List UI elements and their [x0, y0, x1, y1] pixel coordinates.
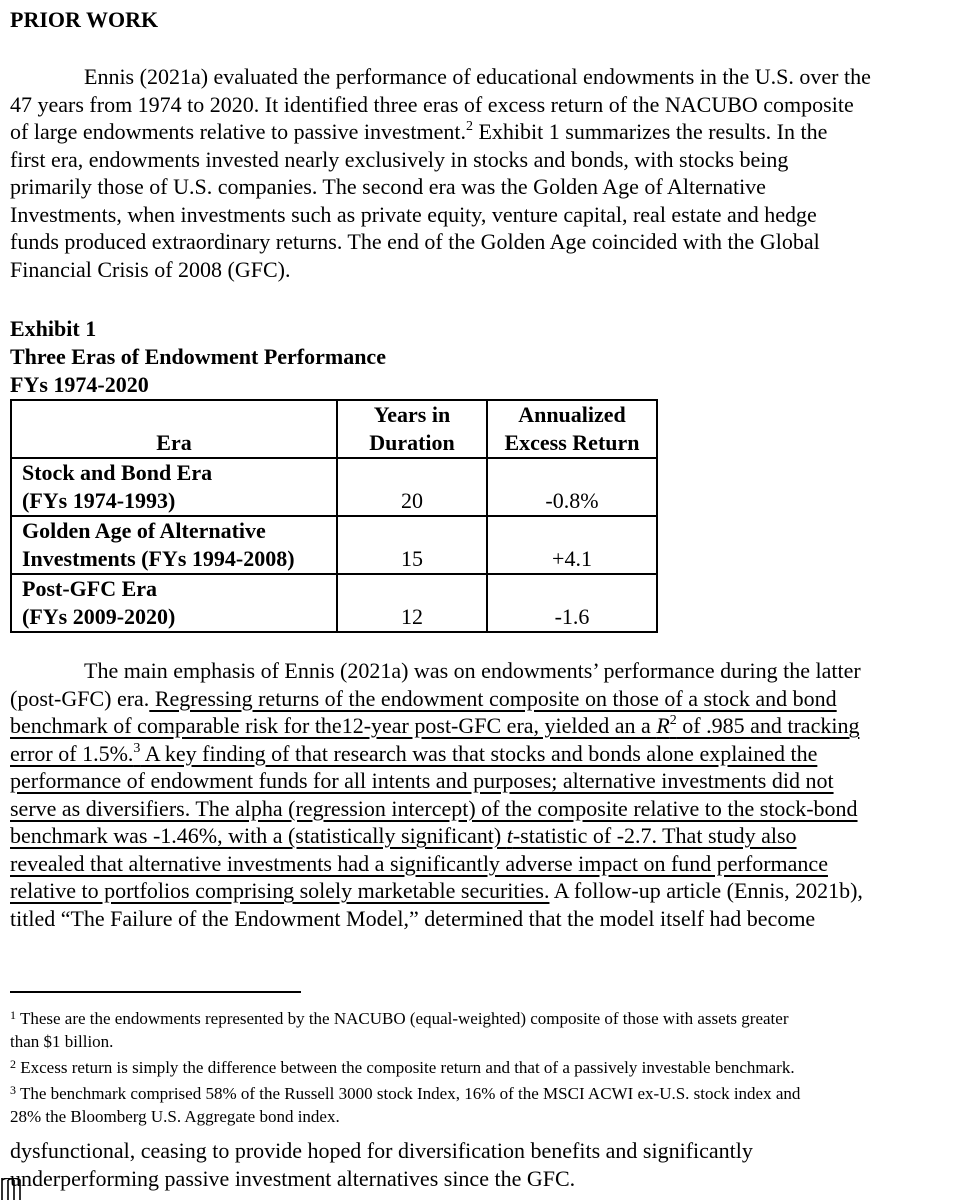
footnote-1-cont: than $1 billion.: [10, 1032, 114, 1051]
exhibit-table: [10, 399, 658, 633]
text: A key finding of that research was that stocks and bonds alone explained the: [140, 740, 818, 766]
t-symbol: t: [506, 823, 513, 848]
footnote-number: 1: [10, 1008, 16, 1022]
paragraph-line: [10, 850, 955, 878]
header-era: Era: [11, 400, 337, 458]
era-line: (FYs 2009-2020): [22, 604, 176, 629]
section-title: PRIOR WORK: [10, 7, 159, 32]
paragraph-line: [10, 877, 955, 905]
text: Ennis (2021a) evaluated the performance of educational endowments in the U.S. over the: [84, 64, 871, 89]
paragraph-line: funds produced extraordinary returns. The end of the Golden Age coincided with the Global: [10, 229, 820, 254]
text: error of 1.5%.: [10, 740, 134, 766]
text: benchmark was -1.46%, with a (statistically significant): [10, 823, 507, 848]
footnote-text: The benchmark comprised 58% of the Russell 3000 stock Index, 16% of the MSCI ACWI ex-U.S. stock index and: [16, 1084, 801, 1103]
text: of large endowments relative to passive investment.: [10, 119, 466, 144]
paragraph-line: [10, 767, 955, 795]
exhibit-title: Three Eras of Endowment Performance: [10, 344, 386, 369]
emphasis-paragraph: [10, 657, 955, 932]
paragraph-line: primarily those of U.S. companies. The second era was the Golden Age of Alternative: [10, 174, 766, 199]
paragraph-line: Financial Crisis of 2008 (GFC).: [10, 256, 291, 282]
era-line: Investments (FYs 1994-2008): [22, 546, 295, 571]
paragraph-line: 47 years from 1974 to 2020. It identified three eras of excess return of the NACUBO composite: [10, 91, 854, 117]
paragraph-line: [10, 118, 955, 146]
header-line: Years in: [373, 402, 451, 427]
era-cell: [11, 516, 337, 574]
paragraph-line: [10, 685, 955, 713]
superscript: 2: [669, 713, 677, 728]
years-cell: 20: [337, 458, 487, 516]
text: of .985 and tracking: [676, 713, 860, 738]
underlined-text: [10, 713, 859, 738]
footnote-ref[interactable]: 3: [133, 740, 141, 756]
paragraph-line: Investments, when investments such as private equity, venture capital, real estate and hedge: [10, 201, 817, 227]
footnote-number: 2: [10, 1057, 16, 1071]
paragraph-line: [10, 822, 955, 850]
header-excess: [487, 400, 657, 458]
text: (post-GFC) era.: [10, 685, 150, 711]
paragraph-line: [10, 740, 955, 768]
footnote-3-cont: 28% the Bloomberg U.S. Aggregate bond index.: [10, 1107, 340, 1126]
footnote-number: 3: [10, 1083, 16, 1097]
r-squared-symbol: R: [656, 713, 670, 738]
era-cell: [11, 458, 337, 516]
years-cell: 12: [337, 574, 487, 632]
text-cursor-icon: [0, 1178, 26, 1200]
continuation-paragraph: [10, 1137, 955, 1192]
footnote-text: Excess return is simply the difference between the composite return and that of a passively investable benchmark.: [16, 1058, 795, 1077]
exhibit-label: Exhibit 1: [10, 316, 97, 341]
era-line: (FYs 1974-1993): [22, 488, 176, 513]
underlined-text: performance of endowment funds for all intents and purposes; alternative investments did not: [10, 768, 834, 793]
era-line: Stock and Bond Era: [22, 460, 213, 485]
exhibit-subtitle: FYs 1974-2020: [10, 372, 149, 397]
era-cell: [11, 574, 337, 632]
footnote-2: [10, 1053, 945, 1079]
header-line: Duration: [369, 430, 455, 455]
underlined-text: serve as diversifiers. The alpha (regression intercept) of the composite relative to the stock-bond: [10, 795, 858, 821]
paragraph-line: [10, 657, 955, 685]
excess-cell: -1.6: [487, 574, 657, 632]
paragraph-line: first era, endowments invested nearly exclusively in stocks and bonds, with stocks being: [10, 146, 789, 172]
paragraph-line: [10, 63, 955, 91]
years-cell: 15: [337, 516, 487, 574]
underlined-text: [10, 741, 817, 766]
header-line: Annualized: [518, 402, 626, 427]
underlined-text: Regressing returns of the endowment composite on those of a stock and bond: [149, 685, 837, 711]
text: The main emphasis of Ennis (2021a) was on endowments’ performance during the latter: [84, 658, 861, 683]
paragraph-line: [10, 712, 955, 740]
paragraph-line: underperforming passive investment alternatives since the GFC.: [10, 1165, 576, 1191]
text: Exhibit 1 summarizes the results. In the: [472, 119, 828, 144]
footnote-1: [10, 1004, 945, 1030]
footnote-text: These are the endowments represented by the NACUBO (equal-weighted) composite of those with assets greater: [16, 1009, 789, 1028]
footnotes: [10, 1004, 945, 1128]
text: -statistic of -2.7. That study also: [512, 823, 797, 848]
table-row: [11, 574, 657, 632]
footnote-divider: [10, 991, 301, 993]
exhibit-caption: [10, 315, 386, 399]
text: benchmark of comparable risk for the12-year post-GFC era, yielded an a: [10, 713, 657, 738]
era-line: Golden Age of Alternative: [22, 518, 266, 543]
header-line: Excess Return: [504, 430, 640, 455]
underlined-text: relative to portfolios comprising solely marketable securities.: [10, 878, 550, 903]
era-line: Post-GFC Era: [22, 576, 158, 601]
footnote-ref[interactable]: 2: [465, 119, 473, 134]
excess-cell: -0.8%: [487, 458, 657, 516]
underlined-text: revealed that alternative investments had a significantly adverse impact on fund performance: [10, 850, 828, 876]
table-header-row: [11, 400, 657, 458]
footnote-3: [10, 1079, 945, 1105]
table-row: [11, 458, 657, 516]
text: A follow-up article (Ennis, 2021b),: [549, 878, 863, 903]
paragraph-line: dysfunctional, ceasing to provide hoped for diversification benefits and significantly: [10, 1138, 753, 1163]
underlined-text: [10, 823, 797, 848]
excess-cell: +4.1: [487, 516, 657, 574]
table-row: [11, 516, 657, 574]
paragraph-line: titled “The Failure of the Endowment Model,” determined that the model itself had become: [10, 905, 816, 931]
intro-paragraph: [10, 63, 955, 283]
paragraph-line: [10, 795, 955, 823]
header-years: [337, 400, 487, 458]
